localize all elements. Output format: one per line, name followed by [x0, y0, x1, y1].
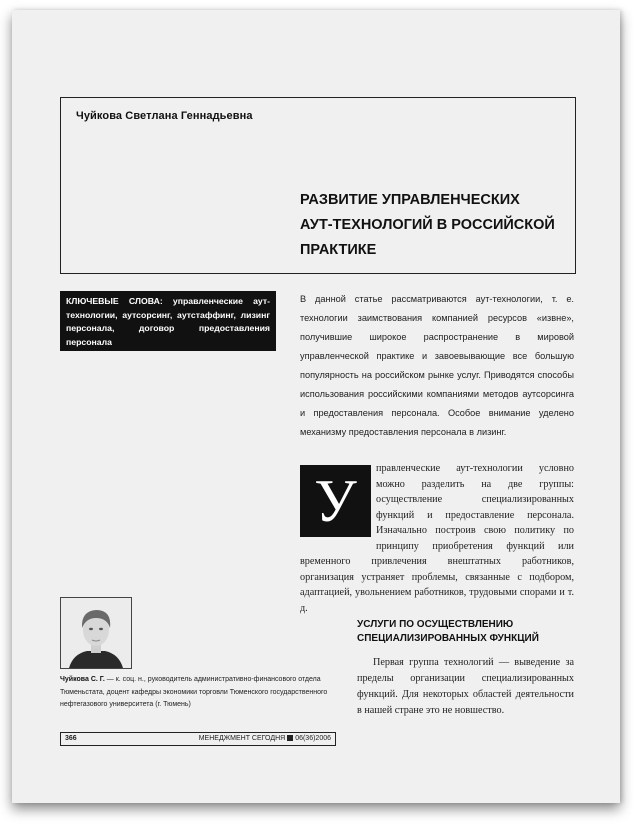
intro-paragraph: правленческие аут-технологии условно можно разделить на две группы: осуществление специализированных функций и предоставление персонала. Изначально построив свою политику по принципу приобретения функций или временного привлечения внештатных работников, организация устраняет проблемы, связанные с подбором, адаптацией, увольнением работников, трудовыми спорами и т. д.: [300, 463, 574, 614]
section-paragraph: [357, 655, 574, 719]
keywords-box: КЛЮЧЕВЫЕ СЛОВА: управленческие аут-технологии, аутсорсинг, аутстаффинг, лизинг персонала, договор предоставления персонала: [60, 291, 276, 351]
caption-name: Чуйкова С. Г.: [60, 676, 105, 683]
section-paragraph-text: Первая группа технологий — выведение за пределы организации специализированных функций. Для некоторых областей деятельности в нашей стране это не новшество.: [357, 657, 574, 716]
article-title: [300, 188, 560, 263]
title-line: РАЗВИТИЕ УПРАВЛЕНЧЕСКИХ: [300, 192, 520, 208]
issue-number: 06(36)2006: [295, 735, 331, 742]
author-photo: [60, 597, 132, 669]
magazine-info: [199, 733, 331, 745]
page-footer: [60, 732, 336, 746]
caption-text: — к. соц. н., руководитель административно-финансового отдела Тюменьстата, доцент кафедры экономики торговли Тюменского государственного нефтегазового университета (г. Тюмень): [60, 676, 328, 708]
title-line: ПРАКТИКЕ: [300, 242, 377, 258]
title-line: АУТ-ТЕХНОЛОГИЙ В РОССИЙСКОЙ: [300, 217, 555, 233]
abstract: В данной статье рассматриваются аут-технологии, т. е. технологии заимствования компанией ресурсов «извне», получившие широкое распространение в мировой управленческой практике и завоевывающие все большую популярность на российском рынке услуг. Приводятся способы использования российскими компаниями методов аутсорсинга и предоставления персонала. Особое внимание уделено механизму предоставления персонала в лизинг.: [300, 294, 574, 437]
square-bullet-icon: [287, 735, 293, 741]
magazine-name: МЕНЕДЖМЕНТ СЕГОДНЯ: [198, 735, 286, 742]
section-heading: УСЛУГИ ПО ОСУЩЕСТВЛЕНИЮ СПЕЦИАЛИЗИРОВАННЫХ ФУНКЦИЙ: [357, 619, 539, 644]
author-caption: [60, 674, 336, 712]
page-number: 366: [65, 735, 77, 742]
portrait-image: [61, 598, 131, 668]
drop-cap: У: [300, 465, 371, 537]
author-name: Чуйкова Светлана Геннадьевна: [76, 110, 253, 122]
